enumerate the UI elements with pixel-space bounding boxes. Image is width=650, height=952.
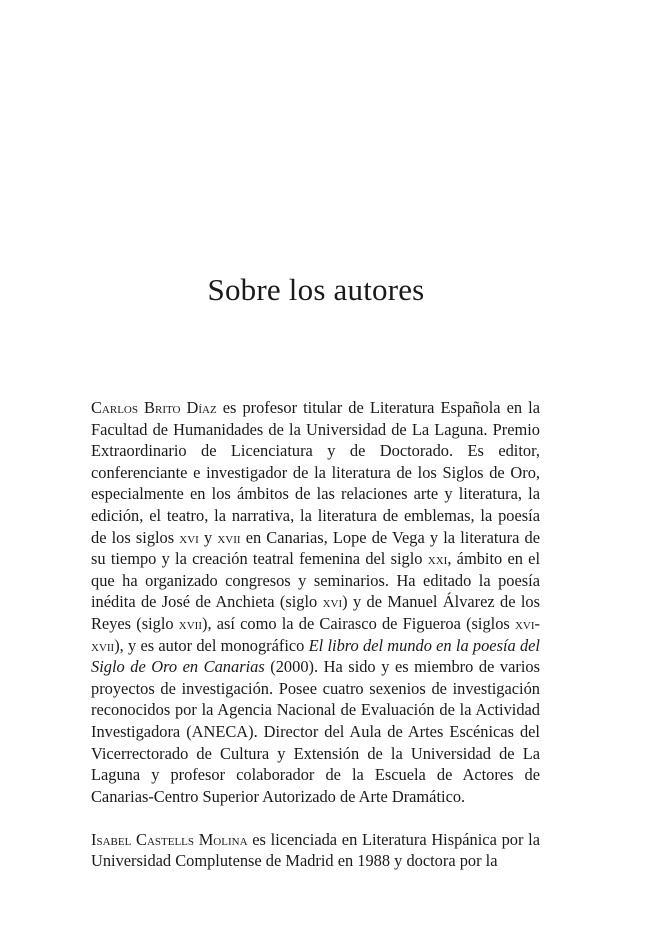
- century-numeral: xvii: [178, 613, 202, 633]
- bio-text-run: , ámbito en el que ha organizado congresos y seminarios. Ha editado la poesía inédita de José de Anchieta (siglo: [91, 549, 540, 612]
- bio-text-run: ) y de Manuel Álvarez de los Reyes (siglo: [91, 592, 541, 633]
- bio-text-run: en Canarias, Lope de Vega y la literatura de su tiempo y la creación teatral femenina del siglo: [91, 527, 540, 569]
- bio-text-run: y: [198, 527, 218, 547]
- bio-paragraph: [91, 397, 540, 807]
- century-numeral: xvii: [217, 527, 241, 547]
- century-numeral: xvi-xvii: [91, 613, 540, 655]
- century-numeral: xvi: [322, 592, 343, 612]
- bio-text-run: (2000). Ha sido y es miembro de varios proyectos de investigación. Posee cuatro sexenios de investigación reconocidos por la Agencia Nacional de Evaluación de la Actividad Investigadora (ANECA). Director del Aula de Artes Escénicas del Vicerrectorado de Cultura y Extensión de la Universidad de La Laguna y profesor colaborador de la Escuela de Actores de Canarias-Centro Superior Autorizado de Arte Dramático.: [91, 657, 540, 806]
- century-numeral: xvi: [179, 527, 199, 547]
- author-name: Carlos Brito Díaz: [91, 398, 217, 417]
- chapter-title: Sobre los autores: [207, 272, 425, 307]
- century-numeral: xxi: [427, 549, 448, 569]
- author-name: Isabel Castells Molina: [91, 829, 248, 849]
- bio-text-run: ), y es autor del monográfico: [114, 635, 309, 655]
- bio-text: [91, 398, 540, 806]
- bio-text-run: ), así como la de Cairasco de Figueroa (siglos: [202, 613, 515, 633]
- book-title: El libro del mundo en la poesía del Siglo de Oro en Canarias: [91, 635, 540, 677]
- bio-paragraph: [91, 829, 540, 872]
- author-bios: [91, 397, 540, 872]
- bio-text-run: es licenciada en Literatura Hispánica por la Universidad Complutense de Madrid en 1988 y doctora por la: [91, 829, 540, 871]
- bio-text-run: es profesor titular de Literatura Española en la Facultad de Humanidades de la Universidad de La Laguna. Premio Extraordinario de Licenciatura y de Doctorado. Es editor, conferenciante e investigador de la literatura de los Siglos de Oro, especialmente en los ámbitos de las relaciones arte y literatura, la edición, el teatro, la narrativa, la literatura de emblemas, la poesía de los siglos: [91, 398, 540, 547]
